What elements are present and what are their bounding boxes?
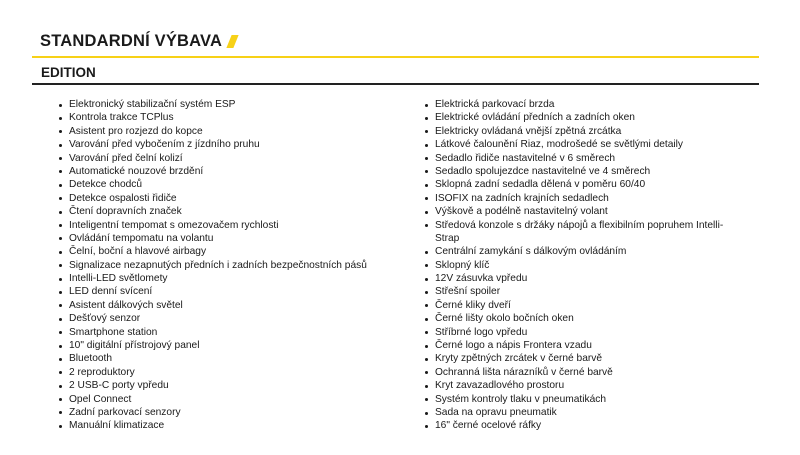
list-item: Manuální klimatizace: [58, 419, 418, 432]
page-title: STANDARDNÍ VÝBAVA: [40, 31, 223, 50]
list-item: 2 reproduktory: [58, 366, 418, 379]
list-item: Asistent dálkových světel: [58, 299, 418, 312]
section-underline: [32, 83, 759, 85]
list-item: Látkové čalounění Riaz, modrošedé se světlými detaily: [424, 138, 764, 151]
list-item: Systém kontroly tlaku v pneumatikách: [424, 393, 764, 406]
list-item: Zadní parkovací senzory: [58, 406, 418, 419]
list-item: Asistent pro rozjezd do kopce: [58, 125, 418, 138]
list-item: ISOFIX na zadních krajních sedadlech: [424, 192, 764, 205]
list-item: Kryt zavazadlového prostoru: [424, 379, 764, 392]
list-item: Detekce chodců: [58, 178, 418, 191]
list-item: Ovládání tempomatu na volantu: [58, 232, 418, 245]
list-item: Opel Connect: [58, 393, 418, 406]
list-item: 10" digitální přístrojový panel: [58, 339, 418, 352]
list-item: Detekce ospalosti řidiče: [58, 192, 418, 205]
list-item: Kryty zpětných zrcátek v černé barvě: [424, 352, 764, 365]
equipment-list-right: [424, 98, 764, 433]
list-item: Smartphone station: [58, 326, 418, 339]
list-item: Černé logo a nápis Frontera vzadu: [424, 339, 764, 352]
section-title: EDITION: [41, 64, 96, 80]
list-item: Kontrola trakce TCPlus: [58, 111, 418, 124]
list-item: 12V zásuvka vpředu: [424, 272, 764, 285]
list-item: Středová konzole s držáky nápojů a flexibilním popruhem Intelli-Strap: [424, 219, 725, 246]
accent-slash-icon: [227, 35, 239, 48]
list-item: Sklopná zadní sedadla dělená v poměru 60/40: [424, 178, 764, 191]
list-item: Elektrická parkovací brzda: [424, 98, 764, 111]
list-item: Dešťový senzor: [58, 312, 418, 325]
list-item: Ochranná lišta nárazníků v černé barvě: [424, 366, 764, 379]
list-item: Čelní, boční a hlavové airbagy: [58, 245, 418, 258]
list-item: Elektronický stabilizační systém ESP: [58, 98, 418, 111]
list-item: LED denní svícení: [58, 285, 418, 298]
list-item: 2 USB-C porty vpředu: [58, 379, 418, 392]
list-item: Střešní spoiler: [424, 285, 764, 298]
list-item: Výškově a podélně nastavitelný volant: [424, 205, 764, 218]
list-item: Sedadlo spolujezdce nastavitelné ve 4 směrech: [424, 165, 764, 178]
list-item: Černé lišty okolo bočních oken: [424, 312, 764, 325]
title-row: [40, 31, 236, 51]
list-item: Varování před vybočením z jízdního pruhu: [58, 138, 418, 151]
list-item: Intelli-LED světlomety: [58, 272, 418, 285]
title-underline: [32, 56, 759, 58]
list-item: Čtení dopravních značek: [58, 205, 418, 218]
list-item: Varování před čelní kolizí: [58, 152, 418, 165]
list-item: Automatické nouzové brzdění: [58, 165, 418, 178]
section-row: [41, 64, 96, 80]
list-item: Inteligentní tempomat s omezovačem rychlosti: [58, 219, 418, 232]
list-item: Bluetooth: [58, 352, 418, 365]
list-item: Centrální zamykání s dálkovým ovládáním: [424, 245, 764, 258]
list-item: Černé kliky dveří: [424, 299, 764, 312]
list-item: Sedadlo řidiče nastavitelné v 6 směrech: [424, 152, 764, 165]
list-item: Elektrické ovládání předních a zadních oken: [424, 111, 764, 124]
list-item: Elektricky ovládaná vnější zpětná zrcátka: [424, 125, 764, 138]
list-item: Sada na opravu pneumatik: [424, 406, 764, 419]
list-item: Stříbrné logo vpředu: [424, 326, 764, 339]
list-item: 16" černé ocelové ráfky: [424, 419, 764, 432]
list-item: Sklopný klíč: [424, 259, 764, 272]
list-item: Signalizace nezapnutých předních i zadních bezpečnostních pásů: [58, 259, 418, 272]
equipment-list-left: [58, 98, 418, 433]
